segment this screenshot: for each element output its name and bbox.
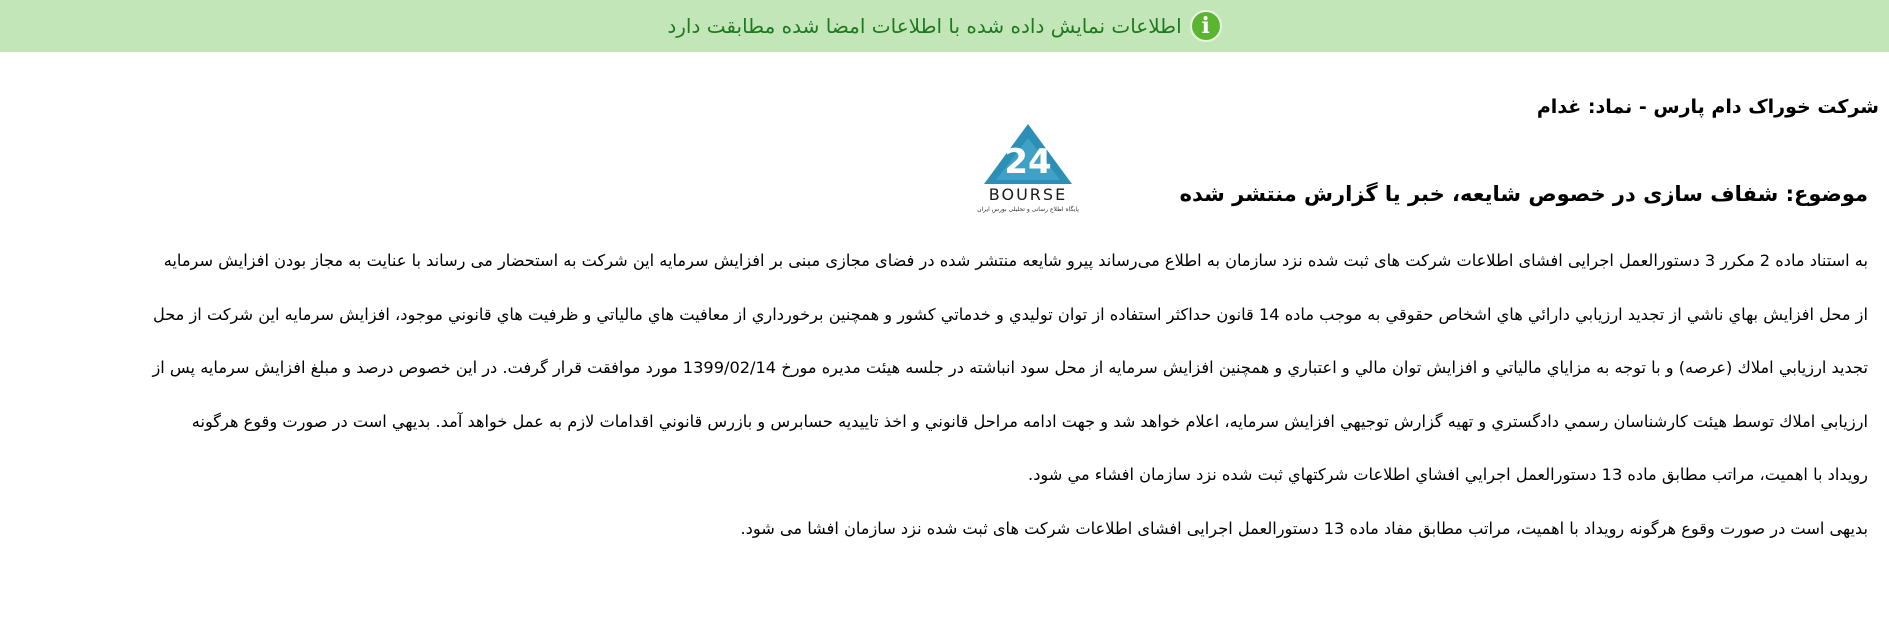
body-line: تجديد ارزيابي املاك (عرصه) و با توجه به مزاياي مالياتي و افزايش توان مالي و اعتباري و همچنين افزايش سرمايه از محل سود انباشته در جلسه هيئت مديره مورخ 1399/02/14 مورد موافقت قرار گرفت. در اين خصوص درصد و مبلغ افزايش سرمايه پس از	[152, 358, 1868, 378]
body-line: رويداد با اهميت، مراتب مطابق ماده 13 دستورالعمل اجرايي افشاي اطلاعات شركتهاي ثبت شده نزد سازمان افشاء مي شود.	[1028, 465, 1868, 485]
body-line: به استناد ماده 2 مکرر 3 دستورالعمل اجرایی افشای اطلاعات شرکت های ثبت شده نزد سازمان به اطلاع می‌رساند پیرو شایعه منتشر شده در فضای مجازی مبنی بر افزایش سرمایه این شرکت به استحضار می رساند با عنایت به مجاز بودن افزایش سرمایه	[163, 251, 1868, 270]
info-icon: i	[1190, 10, 1222, 42]
body-line: از محل افزايش بهاي ناشي از تجديد ارزيابي دارائي هاي اشخاص حقوقي به موجب ماده 14 قانون حداكثر استفاده از توان توليدي و خدماتي كشور و همچنين برخورداري از معافيت هاي مالياتي و ظرفيت هاي قانوني موجود، افزايش سرمايه اين شركت از محل	[152, 304, 1868, 324]
logo-mark-24-icon: 24	[1004, 142, 1052, 182]
bourse-logo	[972, 118, 1084, 214]
body-line: ارزيابي املاك توسط هيئت كارشناسان رسمي دادگستري و تهيه گزارش توجيهي افزايش سرمايه، اعلام خواهد شد و جهت ادامه مراحل قانوني و اخذ تاييديه حسابرس و بازرس قانوني اقدامات لازم به عمل خواهد آمد. بديهي است در صورت وقوع هرگونه	[191, 411, 1868, 431]
logo-tagline: پایگاه اطلاع رسانی و تحلیلی بورس ایران	[977, 206, 1079, 213]
verification-banner	[0, 0, 1889, 52]
logo-wordmark: BOURSE	[988, 185, 1068, 204]
body-line: بدیهی است در صورت وقوع هرگونه رویداد با اهمیت، مراتب مطابق مفاد ماده 13 دستورالعمل اجرایی افشای اطلاعات شرکت های ثبت شده نزد سازمان افشا می شود.	[740, 518, 1868, 538]
announcement-body	[8, 247, 1868, 569]
company-title: شرکت خوراک دام پارس - نماد: غدام	[1536, 96, 1879, 118]
verification-message: اطلاعات نمایش داده شده با اطلاعات امضا شده مطابقت دارد	[667, 14, 1182, 38]
subject-heading: موضوع: شفاف سازی در خصوص شایعه، خبر یا گزارش منتشر شده	[1179, 182, 1868, 206]
